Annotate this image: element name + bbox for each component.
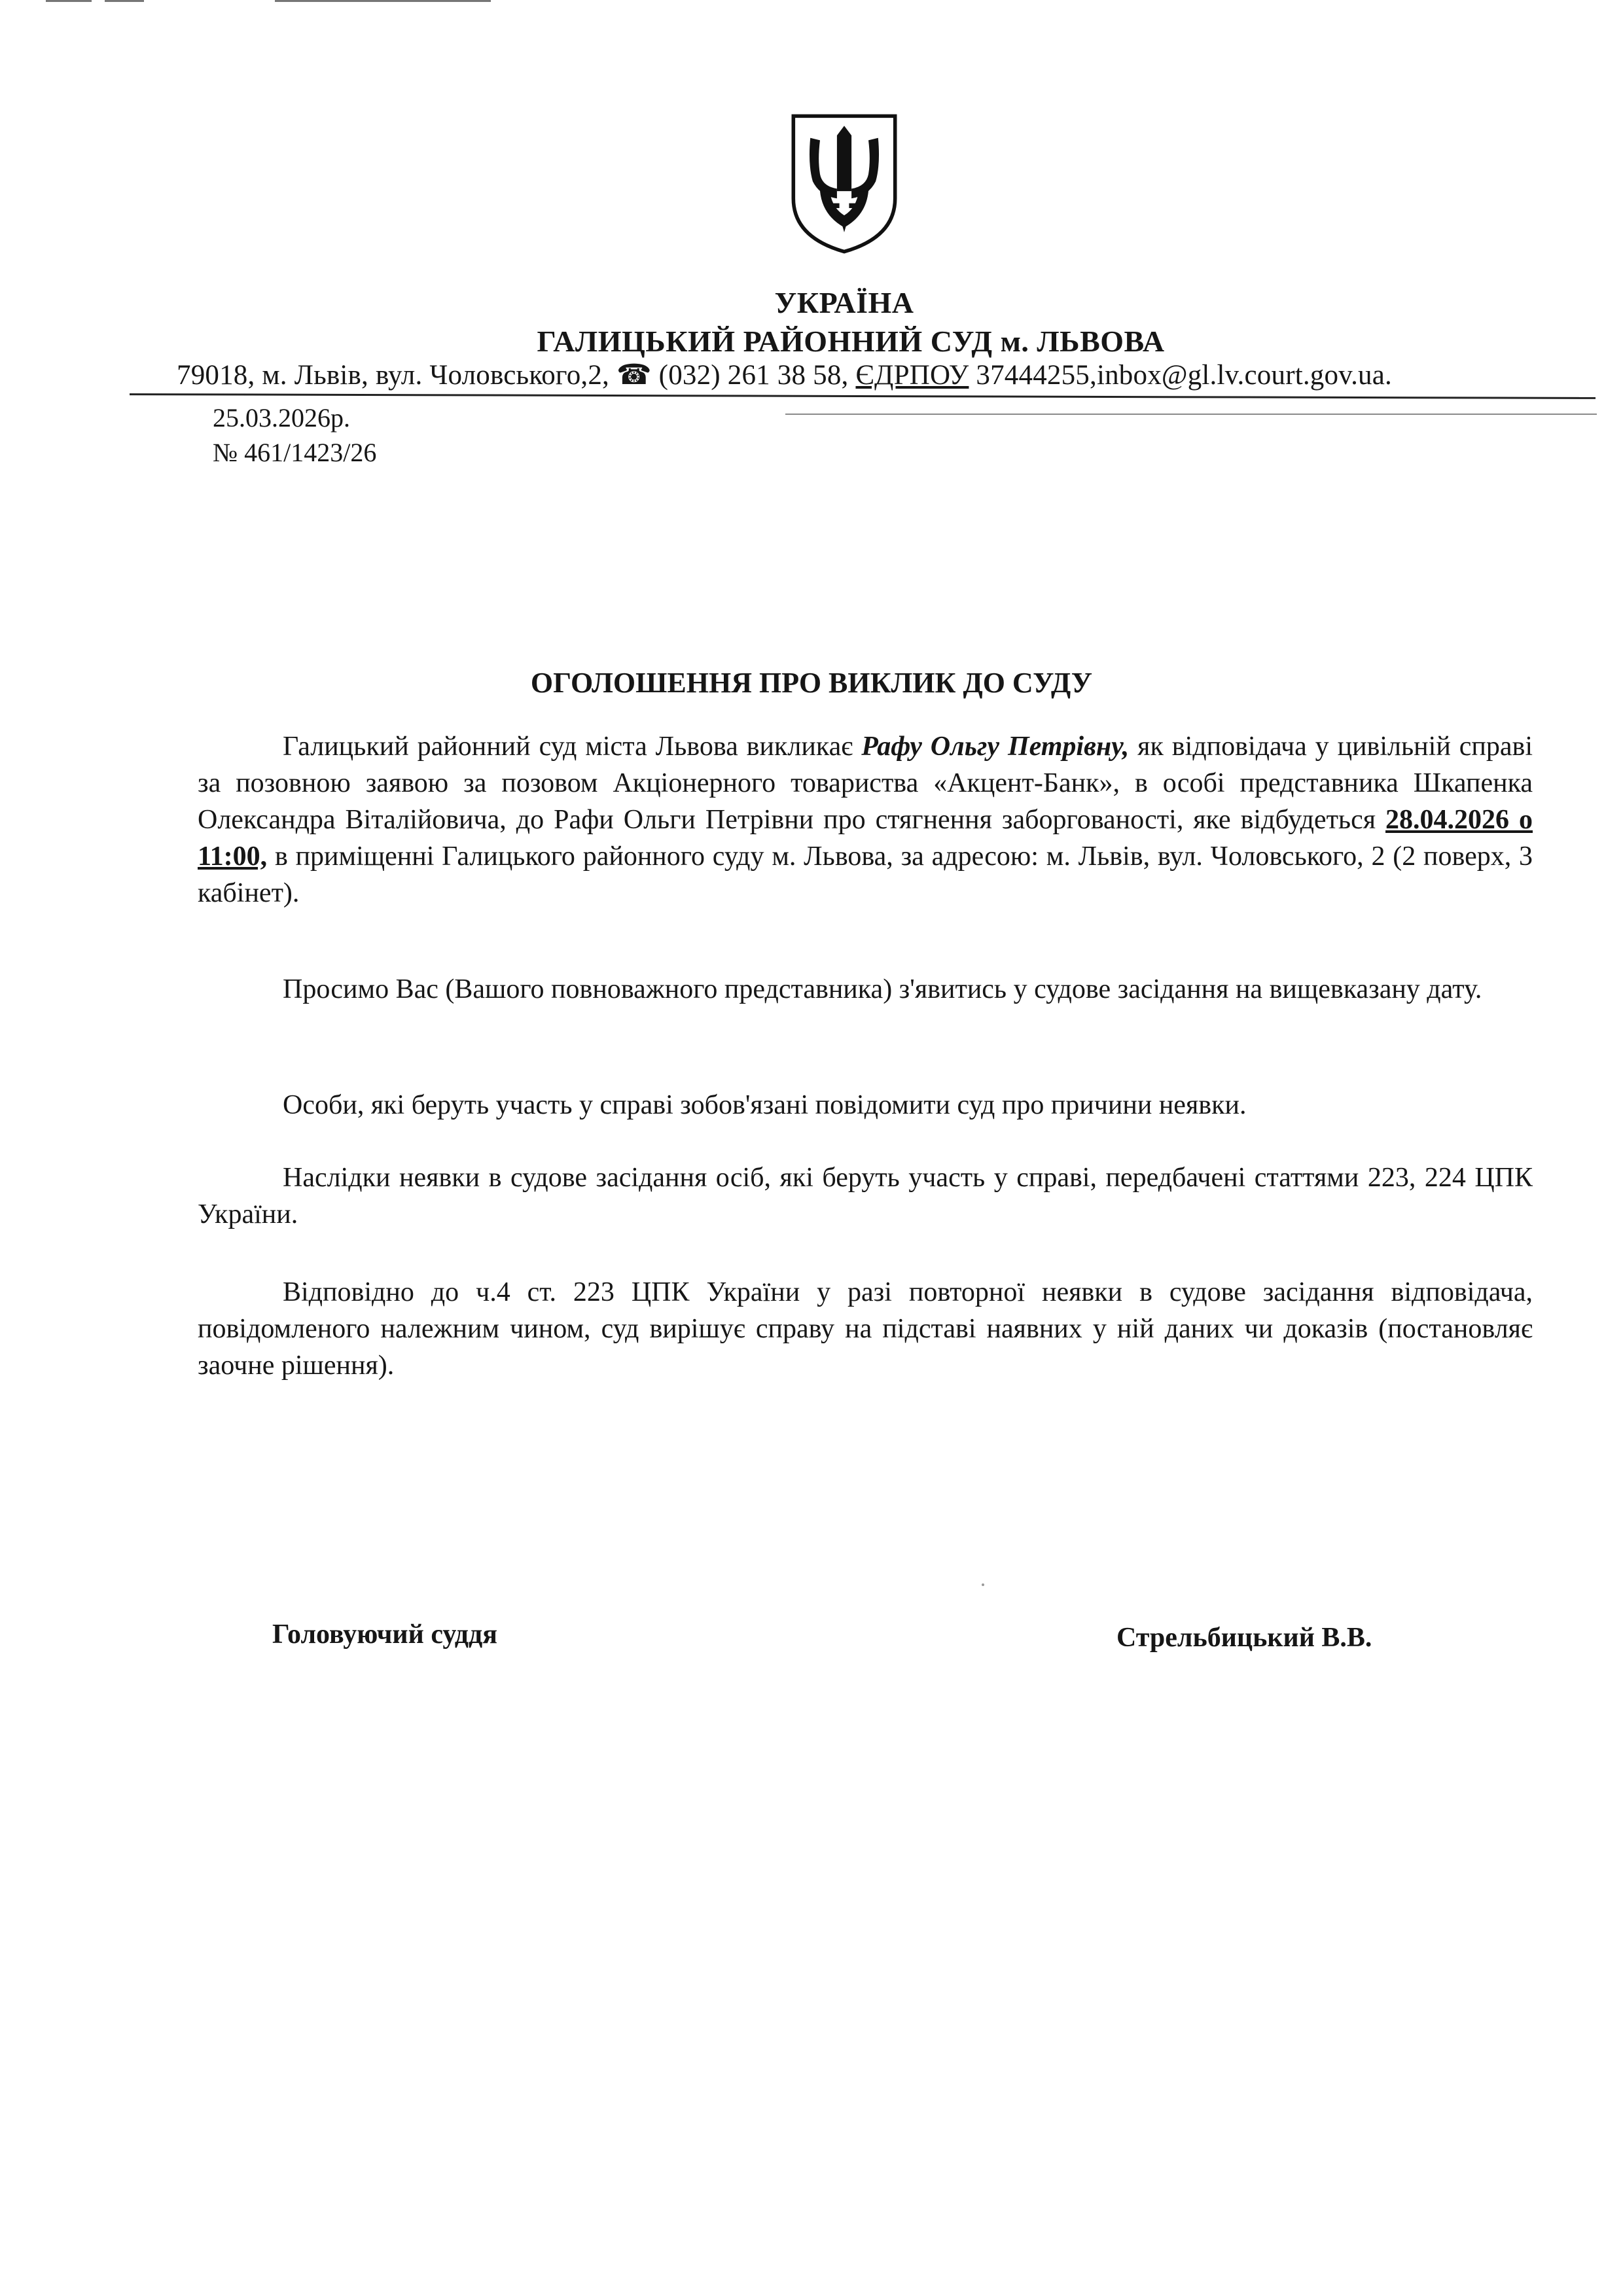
summons-paragraph [198, 728, 1533, 911]
edrpou-email: 37444255,inbox@gl.lv.court.gov.ua. [976, 360, 1392, 391]
scan-artifact [275, 0, 491, 2]
scan-artifact [105, 0, 144, 2]
court-phone: (032) 261 38 58, [658, 360, 849, 391]
defendant-name: Рафу Ольгу Петрівну, [861, 732, 1130, 762]
scan-artifact [46, 0, 92, 2]
p2-text: Просимо Вас (Вашого повноважного представника) з'явитись у судове засідання на вищевказану дату. [283, 974, 1482, 1004]
judge-name: Стрельбицький В.В. [1116, 1623, 1372, 1653]
scan-speck [982, 1583, 984, 1586]
document-date: 25.03.2026р. [213, 403, 350, 433]
request-paragraph [198, 971, 1533, 1008]
court-address: 79018, м. Львів, вул. Чоловського,2, [177, 360, 609, 391]
trident-coat-of-arms-icon [783, 111, 906, 256]
p3-text: Особи, які беруть участь у справі зобов'язані повідомити суд про причини неявки. [283, 1090, 1247, 1120]
p1-text-end: в приміщенні Галицького районного суду м. Львова, за адресою: м. Львів, вул. Чоловського, 2 (2 поверх, 3 кабінет). [198, 841, 1533, 908]
case-number: № 461/1423/26 [213, 438, 377, 467]
p1-text-middle: як відповідача у цивільній справі за позовною заявою за позовом Акціонерного товариства «Акцент-Банк», в особі представника Шкапенка Олександра Віталійовича, до Рафи Ольги Петрівни про стягнення заборгованості, яке відбудеться [198, 732, 1533, 835]
hearing-datetime: 28.04.2026 о 11:00, [198, 805, 1533, 872]
edrpou-label: ЄДРПОУ [855, 360, 969, 391]
header-rule-secondary [785, 414, 1597, 415]
telephone-icon: ☎ [616, 360, 652, 391]
document-title: ОГОЛОШЕННЯ ПРО ВИКЛИК ДО СУДУ [530, 667, 1093, 699]
consequences-paragraph [198, 1159, 1533, 1233]
default-judgment-paragraph [198, 1274, 1533, 1384]
p1-text-start: Галицький районний суд міста Львова викликає [283, 732, 862, 762]
court-heading: ГАЛИЦЬКИЙ РАЙОННИЙ СУД м. ЛЬВОВА [537, 325, 1165, 358]
p5-text: Відповідно до ч.4 ст. 223 ЦПК України у разі повторної неявки в судове засідання відповідача, повідомленого належним чином, суд вирішує справу на підставі наявних у ній даних чи доказів (постановляє заочне рішення). [198, 1277, 1533, 1381]
obligation-paragraph [198, 1087, 1533, 1123]
header-rule [130, 393, 1596, 399]
court-contact-line [177, 359, 1590, 391]
judge-role: Головуючий суддя [272, 1619, 497, 1650]
country-heading: УКРАЇНА [774, 286, 914, 319]
p4-text: Наслідки неявки в судове засідання осіб, які беруть участь у справі, передбачені статтями 223, 224 ЦПК України. [198, 1163, 1533, 1229]
